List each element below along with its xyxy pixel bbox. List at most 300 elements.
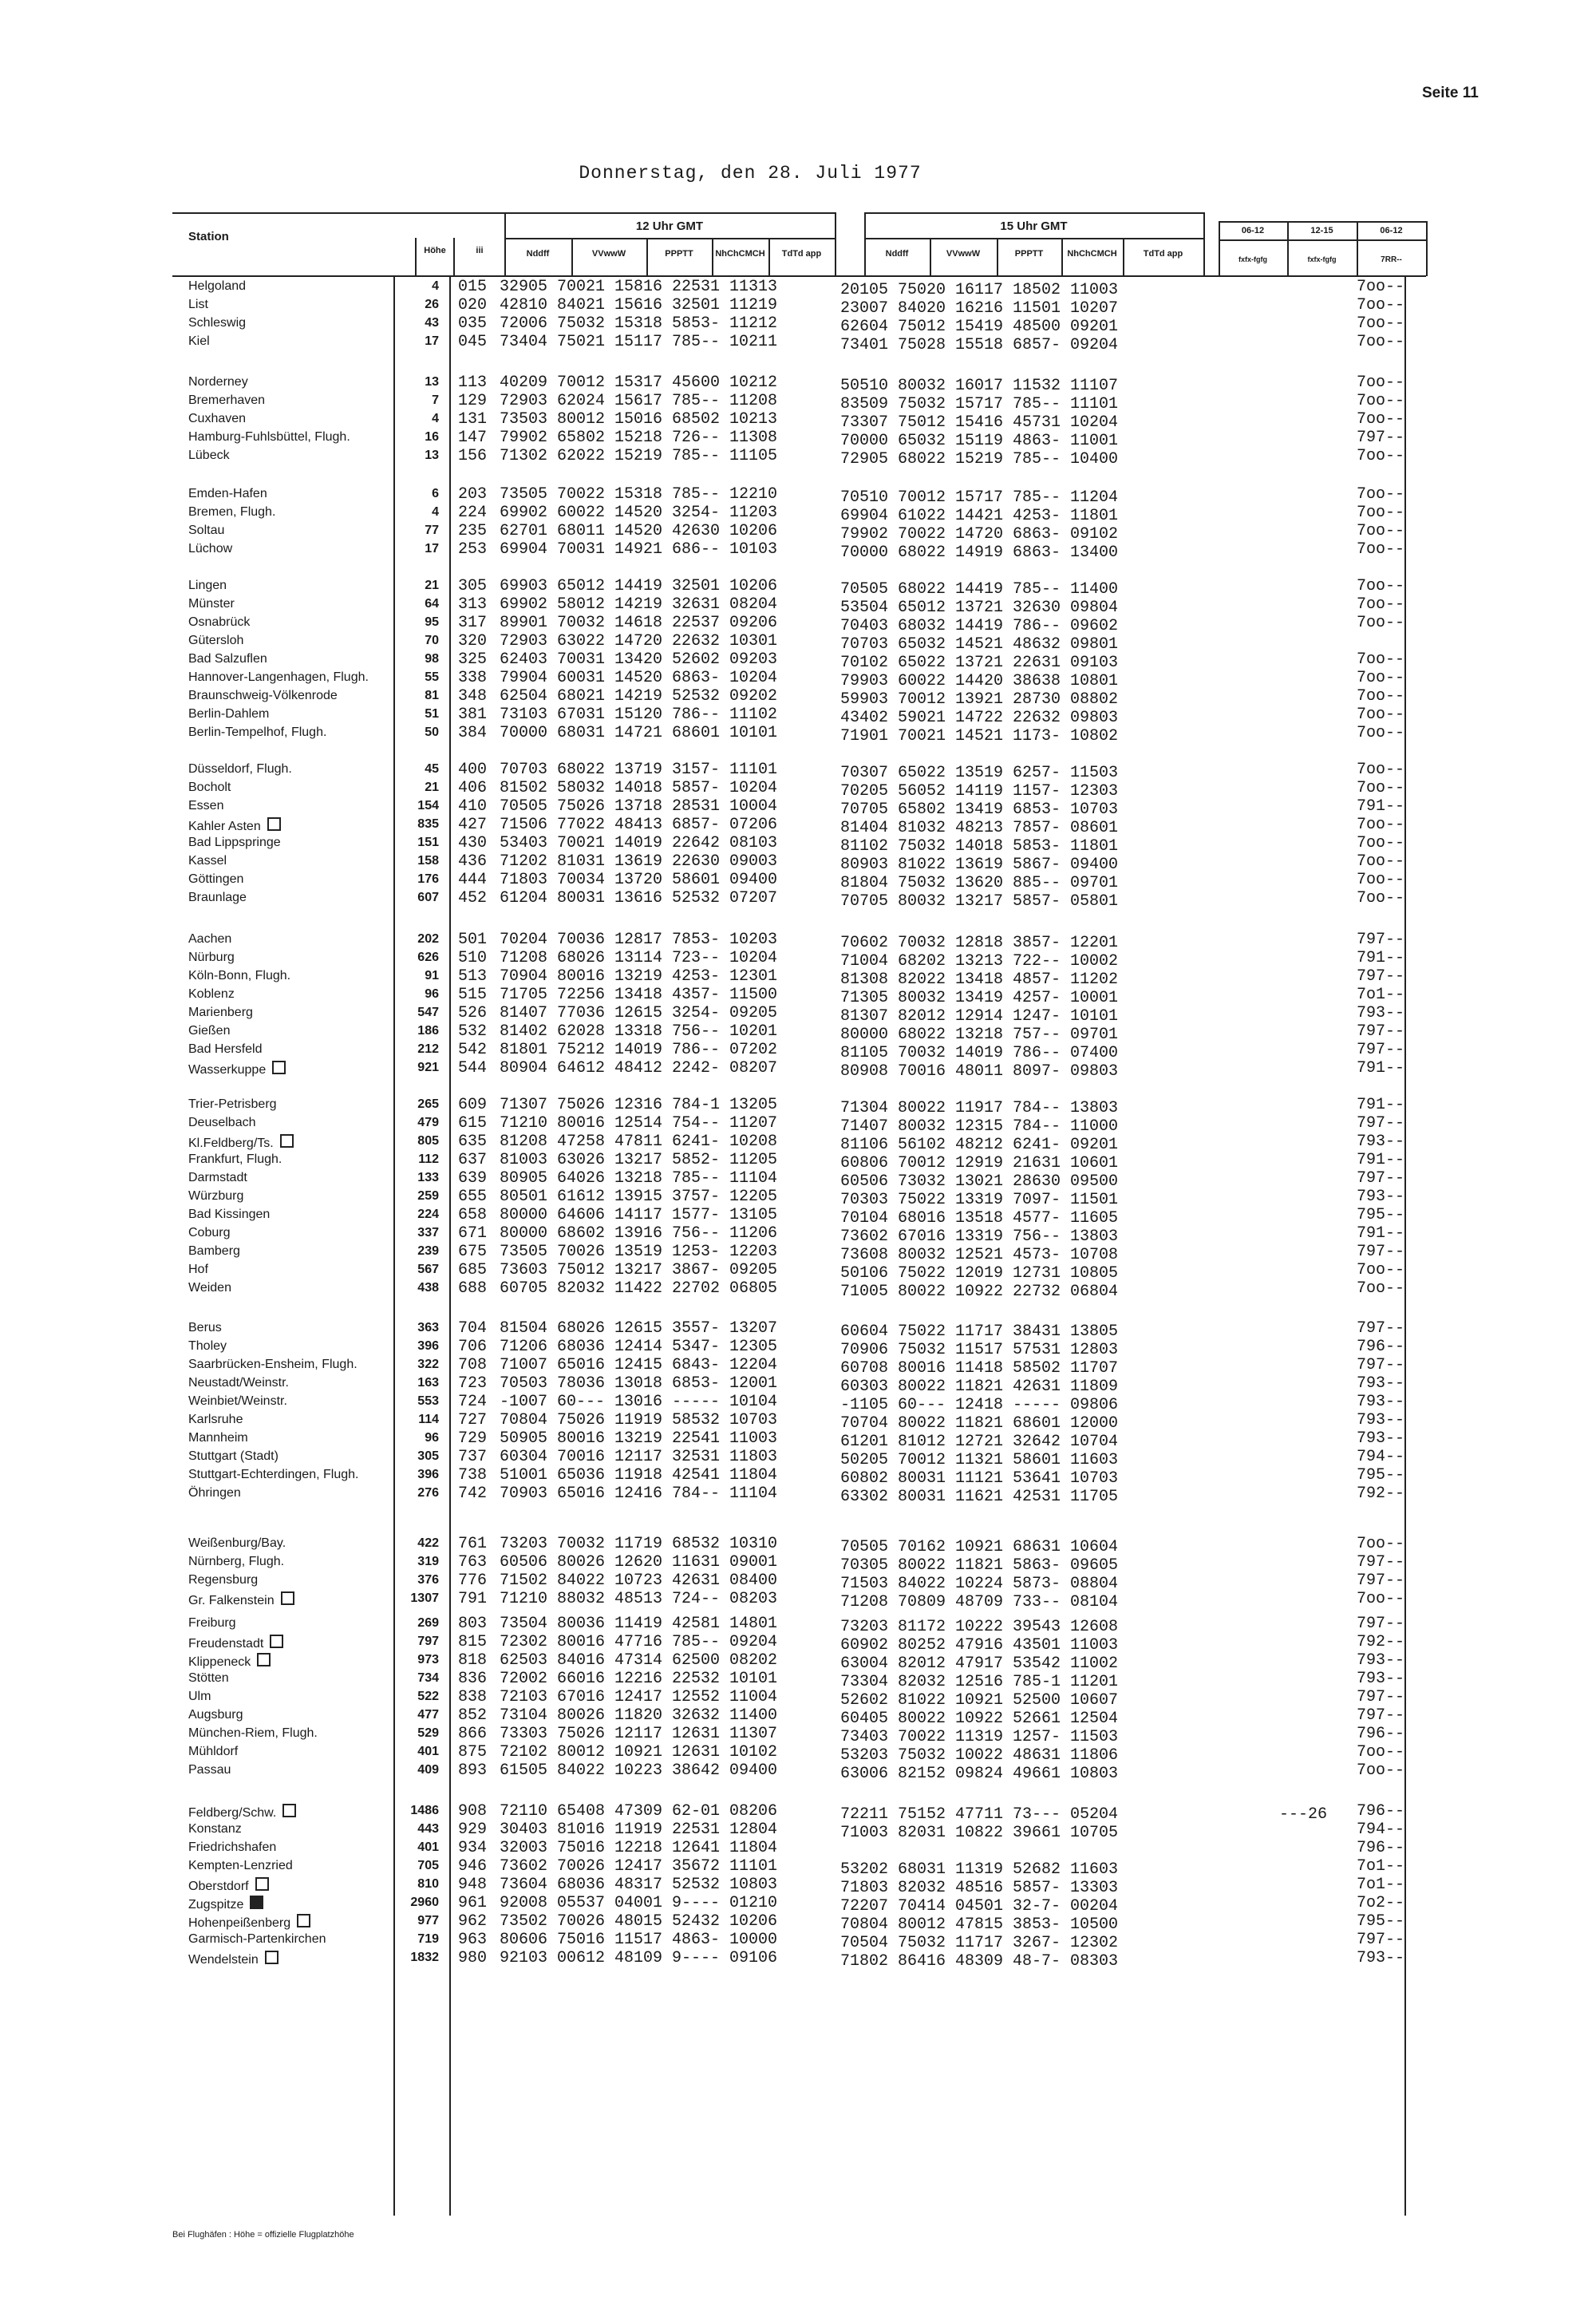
square-icon [270,1635,283,1648]
station-name: Bad Kissingen [188,1208,271,1221]
table-row [188,1635,283,1651]
station-name: Deuselbach [188,1116,256,1129]
obs-12-uhr: 62701 68011 14520 42630 10206 [500,522,778,540]
code-7rr: 7oo-- [1357,852,1405,871]
station-height: 443 [417,1822,439,1836]
station-name: Freiburg [188,1616,236,1630]
header-12-vvwww: VVwwW [591,249,626,259]
obs-15-uhr: 70505 70162 10921 68631 10604 [840,1538,1119,1556]
station-name: Wendelstein [188,1953,259,1967]
station-index: 776 [458,1572,488,1590]
code-7rr: 7oo-- [1357,333,1405,351]
obs-15-uhr: 20105 75020 16117 18502 11003 [840,281,1119,299]
station-index: 544 [458,1059,488,1077]
obs-15-uhr: 70705 80032 13217 5857- 05801 [840,892,1119,911]
obs-15-uhr: 70303 75022 13319 7097- 11501 [840,1191,1119,1209]
station-index: 704 [458,1319,488,1338]
station-index: 501 [458,931,488,949]
obs-12-uhr: 80000 68602 13916 756-- 11206 [500,1224,778,1243]
obs-12-uhr: 69902 58012 14219 32631 08204 [500,595,778,614]
header-hoehe: Höhe [424,246,446,255]
station-index: 658 [458,1206,488,1224]
table-row [188,725,326,740]
table-row [188,1896,263,1912]
table-row [188,1006,253,1020]
table-row [188,1877,269,1894]
obs-15-uhr: 72207 70414 04501 32-7- 00204 [840,1897,1119,1916]
code-7rr: 792-- [1357,1485,1405,1503]
obs-12-uhr: -1007 60--- 13016 ----- 10104 [500,1393,778,1411]
code-7rr: 7oo-- [1357,577,1405,595]
station-index: 313 [458,595,488,614]
station-height: 43 [425,316,439,330]
station-name: Düsseldorf, Flugh. [188,762,292,776]
station-name: Lübeck [188,449,230,462]
station-name: Berlin-Dahlem [188,707,270,721]
station-index: 406 [458,779,488,797]
code-7rr: 7o1-- [1357,1876,1405,1894]
station-index: 515 [458,986,488,1004]
station-name: Oberstdorf [188,1880,249,1893]
table-row [188,1116,256,1130]
code-7rr: 7oo-- [1357,504,1405,522]
station-name: Emden-Hafen [188,487,267,500]
code-7rr: 793-- [1357,1651,1405,1670]
obs-15-uhr: 52602 81022 10921 52500 10607 [840,1691,1119,1710]
obs-15-uhr: 60303 80022 11821 42631 11809 [840,1378,1119,1396]
table-row [188,1024,230,1038]
code-7rr: 7oo-- [1357,761,1405,779]
table-row [188,1536,286,1551]
obs-15-uhr: 43402 59021 14722 22632 09803 [840,709,1119,727]
table-row [188,393,265,408]
station-name: Soltau [188,524,225,537]
obs-12-uhr: 81003 63026 13217 5852- 11205 [500,1151,778,1169]
station-height: 96 [425,1431,439,1445]
station-index: 317 [458,614,488,632]
obs-15-uhr: 81102 75032 14018 5853- 11801 [840,837,1119,856]
station-name: Kassel [188,854,227,868]
obs-15-uhr: 53504 65012 13721 32630 09804 [840,599,1119,617]
station-name: Berus [188,1321,222,1334]
obs-15-uhr: 71305 80032 13419 4257- 10001 [840,989,1119,1007]
table-row [188,1726,318,1741]
station-height: 4 [432,505,439,519]
obs-12-uhr: 71302 62022 15219 785-- 11105 [500,447,778,465]
table-row [188,279,246,294]
station-index: 235 [458,522,488,540]
footnote: Bei Flughäfen : Höhe = offizielle Flugplatzhöhe [172,2230,354,2240]
obs-12-uhr: 72006 75032 15318 5853- 11212 [500,314,778,333]
station-index: 688 [458,1279,488,1298]
obs-15-uhr: 73608 80032 12521 4573- 10708 [840,1246,1119,1264]
table-row [188,799,223,813]
table-row [188,689,338,703]
station-name: Freudenstadt [188,1637,264,1651]
table-row [188,1281,231,1295]
code-7rr: 7oo-- [1357,834,1405,852]
obs-12-uhr: 72302 80016 47716 785-- 09204 [500,1633,778,1651]
station-height: 202 [417,932,439,946]
obs-12-uhr: 80904 64612 48412 2242- 08207 [500,1059,778,1077]
table-row [188,1061,286,1077]
station-height: 112 [418,1152,439,1166]
obs-15-uhr: 73203 81172 10222 39543 12608 [840,1618,1119,1636]
station-name: Würzburg [188,1189,244,1203]
station-name: Braunlage [188,891,247,904]
station-index: 035 [458,314,488,333]
obs-15-uhr: -1105 60--- 12418 ----- 09806 [840,1396,1119,1414]
obs-15-uhr: 81105 70032 14019 786-- 07400 [840,1044,1119,1062]
table-row [188,1932,326,1947]
obs-15-uhr: 70704 80022 11821 68601 12000 [840,1414,1119,1433]
obs-12-uhr: 60705 82032 11422 22702 06805 [500,1279,778,1298]
table-row [188,1134,294,1151]
obs-12-uhr: 69904 70031 14921 686-- 10103 [500,540,778,559]
code-7rr: 794-- [1357,1821,1405,1839]
header-station: Station [188,230,229,243]
station-height: 547 [417,1006,439,1019]
obs-12-uhr: 73602 70026 12417 35672 11101 [500,1857,778,1876]
obs-15-uhr: 61201 81012 12721 32642 10704 [840,1433,1119,1451]
obs-12-uhr: 69903 65012 14419 32501 10206 [500,577,778,595]
station-height: 797 [417,1635,439,1648]
code-7rr: 794-- [1357,1448,1405,1466]
page-number: Seite 11 [1422,85,1479,101]
obs-15-uhr: 71901 70021 14521 1173- 10802 [840,727,1119,745]
obs-15-uhr: 81307 82012 12914 1247- 10101 [840,1007,1119,1026]
table-row [188,1486,241,1500]
obs-12-uhr: 81407 77036 12615 3254- 09205 [500,1004,778,1022]
station-name: Cuxhaven [188,412,247,425]
obs-15-uhr: 23007 84020 16216 11501 10207 [840,299,1119,318]
obs-15-uhr: 53202 68031 11319 52682 11603 [840,1860,1119,1879]
station-height: 21 [425,781,439,794]
table-row [188,670,369,685]
station-index: 675 [458,1243,488,1261]
header-iii: iii [476,246,484,255]
station-name: Weißenburg/Bay. [188,1536,286,1550]
table-row [188,597,235,611]
station-index: 320 [458,632,488,650]
station-index: 708 [458,1356,488,1374]
code-7rr: 796-- [1357,1802,1405,1821]
station-height: 921 [417,1061,439,1074]
code-7rr: 793-- [1357,1133,1405,1151]
table-row [188,891,247,905]
header-15-nhchcmch: NhChCMCH [1067,249,1117,259]
obs-12-uhr: 89901 70032 14618 22537 09206 [500,614,778,632]
station-height: 21 [425,579,439,592]
code-7rr: 7oo-- [1357,522,1405,540]
station-height: 1832 [410,1951,439,1964]
station-name: Bad Hersfeld [188,1042,263,1056]
code-7rr: 7oo-- [1357,706,1405,724]
code-7rr: 7oo-- [1357,540,1405,559]
obs-15-uhr: 60405 80022 10922 52661 12504 [840,1710,1119,1728]
header-12-tdtd-app: TdTd app [781,249,822,259]
station-height: 269 [417,1616,439,1630]
station-index: 655 [458,1188,488,1206]
code-7rr: 7oo-- [1357,595,1405,614]
table-row [188,872,243,887]
station-height: 163 [417,1376,439,1390]
obs-15-uhr: 70510 70012 15717 785-- 11204 [840,488,1119,507]
code-7rr: 791-- [1357,1224,1405,1243]
station-name: Regensburg [188,1573,259,1587]
obs-12-uhr: 73505 70022 15318 785-- 12210 [500,485,778,504]
square-icon [267,817,281,831]
table-row [188,1152,282,1167]
station-height: 810 [417,1877,439,1891]
station-name: Öhringen [188,1486,241,1500]
station-name: Bad Lippspringe [188,836,281,849]
obs-12-uhr: 71208 68026 13114 723-- 10204 [500,949,778,967]
station-height: 91 [425,969,439,982]
code-7rr: 791-- [1357,949,1405,967]
station-index: 737 [458,1448,488,1466]
code-7rr: 7oo-- [1357,278,1405,296]
header-12-nddff: Nddff [526,249,550,259]
station-height: 17 [425,542,439,555]
code-7rr: 7oo-- [1357,889,1405,907]
station-height: 95 [425,615,439,629]
table-row [188,1263,208,1277]
station-index: 980 [458,1949,488,1967]
station-index: 430 [458,834,488,852]
station-index: 961 [458,1894,488,1912]
obs-12-uhr: 32905 70021 15816 22531 11313 [500,278,778,296]
code-7rr: 791-- [1357,797,1405,816]
code-7rr: 797-- [1357,931,1405,949]
obs-12-uhr: 73502 70026 48015 52432 10206 [500,1912,778,1931]
station-index: 929 [458,1821,488,1839]
station-name: Klippeneck [188,1655,251,1669]
obs-12-uhr: 62504 68021 14219 52532 09202 [500,687,778,706]
obs-12-uhr: 71307 75026 12316 784-1 13205 [500,1096,778,1114]
station-name: Nürnberg, Flugh. [188,1555,285,1568]
gust-value: ---26 [1279,1805,1328,1824]
station-height: 4 [432,412,439,425]
obs-15-uhr: 80903 81022 13619 5867- 09400 [840,856,1119,874]
obs-12-uhr: 73503 80012 15016 68502 10213 [500,410,778,429]
obs-12-uhr: 71206 68036 12414 5347- 12305 [500,1338,778,1356]
station-index: 738 [458,1466,488,1485]
station-height: 77 [425,524,439,537]
code-7rr: 7oo-- [1357,669,1405,687]
station-index: 147 [458,429,488,447]
code-7rr: 7oo-- [1357,871,1405,889]
obs-15-uhr: 73403 70022 11319 1257- 11503 [840,1728,1119,1746]
obs-12-uhr: 71502 84022 10723 42631 08400 [500,1572,778,1590]
station-index: 400 [458,761,488,779]
code-7rr: 796-- [1357,1839,1405,1857]
obs-15-uhr: 70305 80022 11821 5863- 09605 [840,1556,1119,1575]
obs-12-uhr: 71210 80016 12514 754-- 11207 [500,1114,778,1133]
table-row [188,1339,227,1354]
table-row [188,987,235,1002]
obs-15-uhr: 70205 56052 14119 1157- 12303 [840,782,1119,801]
header-extra-06-12: 06-12 [1241,226,1265,235]
code-7rr: 797-- [1357,1931,1405,1949]
table-row [188,1226,230,1240]
code-7rr: 797-- [1357,1114,1405,1133]
station-name: Mühldorf [188,1745,239,1758]
station-height: 396 [417,1339,439,1353]
station-height: 973 [417,1653,439,1666]
obs-12-uhr: 30403 81016 11919 22531 12804 [500,1821,778,1839]
obs-12-uhr: 42810 84021 15616 32501 11219 [500,296,778,314]
obs-15-uhr: 60708 80016 11418 58502 11707 [840,1359,1119,1378]
code-7rr: 795-- [1357,1912,1405,1931]
station-index: 609 [458,1096,488,1114]
station-height: 6 [432,487,439,500]
table-row [188,375,248,389]
obs-15-uhr: 79903 60022 14420 38638 10801 [840,672,1119,690]
obs-12-uhr: 70804 75026 11919 58532 10703 [500,1411,778,1429]
obs-12-uhr: 70505 75026 13718 28531 10004 [500,797,778,816]
station-height: 17 [425,334,439,348]
table-row [188,1822,242,1836]
code-7rr: 7o1-- [1357,1857,1405,1876]
table-row [188,1708,243,1722]
square-icon [255,1877,269,1891]
station-index: 727 [458,1411,488,1429]
station-name: Saarbrücken-Ensheim, Flugh. [188,1358,358,1371]
station-height: 186 [417,1024,439,1038]
table-row [188,449,230,463]
table-row [188,1358,358,1372]
obs-15-uhr: 70307 65022 13519 6257- 11503 [840,764,1119,782]
station-height: 81 [425,689,439,702]
station-height: 96 [425,987,439,1001]
station-index: 384 [458,724,488,742]
station-height: 401 [417,1745,439,1758]
code-7rr: 793-- [1357,1429,1405,1448]
station-index: 893 [458,1761,488,1780]
obs-15-uhr: 71004 68202 13213 722-- 10002 [840,952,1119,971]
obs-12-uhr: 80000 64606 14117 1577- 13105 [500,1206,778,1224]
table-row [188,1321,222,1335]
station-index: 348 [458,687,488,706]
station-name: List [188,298,208,311]
table-row [188,1859,293,1873]
table-row [188,1573,258,1587]
station-name: Bad Salzuflen [188,652,267,666]
station-index: 615 [458,1114,488,1133]
code-7rr: 7oo-- [1357,650,1405,669]
station-name: Hannover-Langenhagen, Flugh. [188,670,369,684]
code-7rr: 7oo-- [1357,1761,1405,1780]
obs-15-uhr: 70504 75032 11717 3267- 12302 [840,1934,1119,1952]
code-7rr: 7oo-- [1357,296,1405,314]
station-height: 376 [417,1573,439,1587]
station-height: 16 [425,430,439,444]
station-index: 532 [458,1022,488,1041]
station-name: Trier-Petrisberg [188,1097,277,1111]
station-name: Darmstadt [188,1171,247,1184]
station-name: Norderney [188,375,248,389]
station-index: 410 [458,797,488,816]
station-name: Göttingen [188,872,244,886]
station-index: 325 [458,650,488,669]
table-row [188,781,231,795]
obs-15-uhr: 70000 65032 15119 4863- 11001 [840,432,1119,450]
obs-12-uhr: 71202 81031 13619 22630 09003 [500,852,778,871]
table-row [188,1745,238,1759]
obs-12-uhr: 71506 77022 48413 6857- 07206 [500,816,778,834]
obs-12-uhr: 70903 65016 12416 784-- 11104 [500,1485,778,1503]
station-index: 838 [458,1688,488,1706]
station-index: 791 [458,1590,488,1608]
obs-12-uhr: 70204 70036 12817 7853- 10203 [500,931,778,949]
station-name: Neustadt/Weinstr. [188,1376,289,1390]
table-row [188,1616,236,1631]
obs-15-uhr: 73307 75012 15416 45731 10204 [840,413,1119,432]
station-index: 338 [458,669,488,687]
obs-15-uhr: 60802 80031 11121 53641 10703 [840,1469,1119,1488]
obs-15-uhr: 50205 70012 11321 58601 11603 [840,1451,1119,1469]
station-index: 761 [458,1535,488,1553]
obs-12-uhr: 92008 05537 04001 9---- 01210 [500,1894,778,1912]
station-index: 510 [458,949,488,967]
obs-15-uhr: 70403 68032 14419 786-- 09602 [840,617,1119,635]
obs-15-uhr: 63006 82152 09824 49661 10803 [840,1765,1119,1783]
obs-15-uhr: 71803 82032 48516 5857- 13303 [840,1879,1119,1897]
station-height: 4 [432,279,439,293]
obs-12-uhr: 80501 61612 13915 3757- 12205 [500,1188,778,1206]
table-row [188,1171,247,1185]
obs-12-uhr: 73104 80026 11820 32632 11400 [500,1706,778,1725]
station-index: 852 [458,1706,488,1725]
square-icon [272,1061,286,1074]
obs-12-uhr: 81402 62028 13318 756-- 10201 [500,1022,778,1041]
station-index: 723 [458,1374,488,1393]
obs-15-uhr: 80908 70016 48011 8097- 09803 [840,1062,1119,1081]
station-index: 908 [458,1802,488,1821]
obs-12-uhr: 70703 68022 13719 3157- 11101 [500,761,778,779]
station-name: Stuttgart (Stadt) [188,1449,279,1463]
code-7rr: 797-- [1357,1706,1405,1725]
code-7rr: 797-- [1357,1169,1405,1188]
station-index: 639 [458,1169,488,1188]
station-name: Essen [188,799,224,812]
obs-12-uhr: 80905 64026 13218 785-- 11104 [500,1169,778,1188]
station-name: Hohenpeißenberg [188,1916,291,1930]
table-row [188,487,267,501]
code-7rr: 793-- [1357,1004,1405,1022]
station-index: 671 [458,1224,488,1243]
station-name: Augsburg [188,1708,243,1722]
table-row [188,969,290,983]
table-row [188,1555,284,1569]
station-height: 553 [417,1394,439,1408]
station-name: Hof [188,1263,208,1276]
code-7rr: 7oo-- [1357,1261,1405,1279]
station-name: Lüchow [188,542,233,555]
code-7rr: 7oo-- [1357,779,1405,797]
obs-15-uhr: 71208 70809 48709 733-- 08104 [840,1593,1119,1611]
obs-15-uhr: 70102 65022 13721 22631 09103 [840,654,1119,672]
header-15-ppptt: PPPTT [1014,249,1044,259]
table-row [188,1097,277,1112]
station-index: 836 [458,1670,488,1688]
obs-15-uhr: 81804 75032 13620 885-- 09701 [840,874,1119,892]
station-index: 015 [458,278,488,296]
table-row [188,1653,271,1670]
rule-height [449,276,451,2216]
obs-15-uhr: 71407 80032 12315 784-- 11000 [840,1117,1119,1136]
